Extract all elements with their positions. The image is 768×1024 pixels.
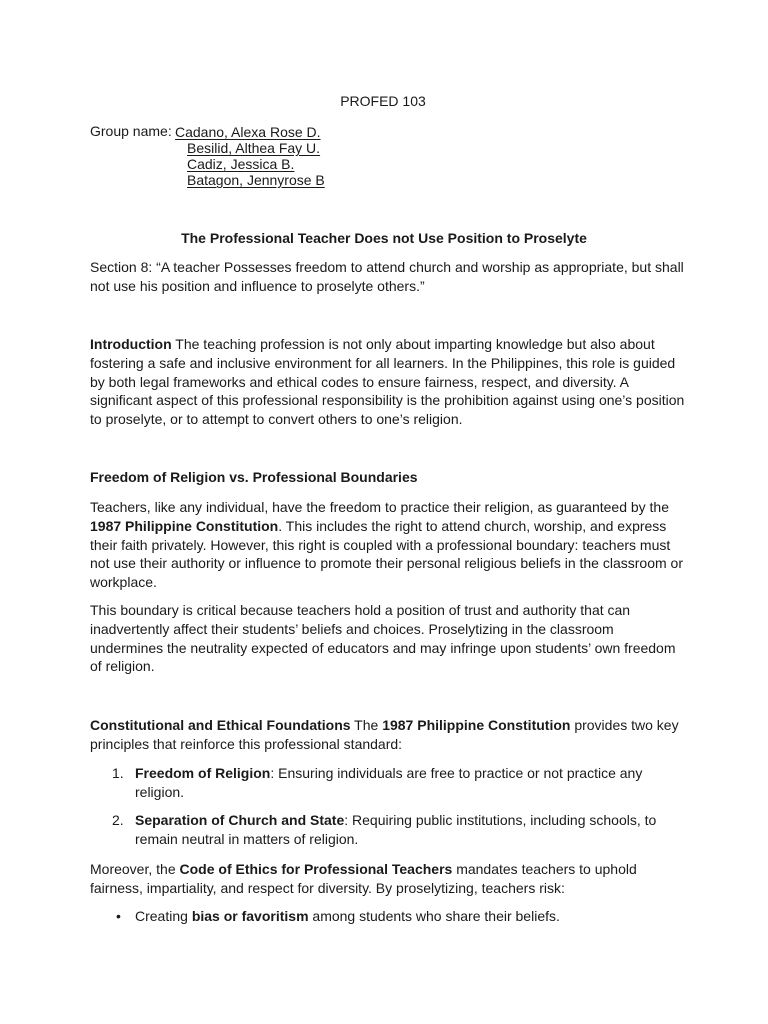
list-number: 2. <box>112 812 124 828</box>
course-code: PROFED 103 <box>340 93 426 109</box>
freedom-paragraph-1: Teachers, like any individual, have the freedom to practice their religion, as guaranteed by the 1987 Philippine Constitution. This includes the right to attend church, worship, and express their faith privately. However, this right is coupled with a professional boundary: teachers must not use their authority or influence to promote their personal religious beliefs in the classroom or workplace. <box>90 499 683 591</box>
group-member: Cadano, Alexa Rose D. <box>175 124 321 140</box>
introduction-paragraph: Introduction The teaching profession is not only about imparting knowledge but also about fostering a safe and inclusive environment for all learners. In the Philippines, this role is guided by both legal frameworks and ethical codes to ensure fairness, respect, and diversity. A significant aspect of this professional responsibility is the prohibition against using one’s position to proselyte, or to attempt to convert others to one’s religion. <box>90 336 685 428</box>
group-member: Cadiz, Jessica B. <box>187 156 295 172</box>
bullet-item: Creating bias or favoritism among students who share their beliefs. <box>135 908 560 924</box>
freedom-paragraph-2: This boundary is critical because teachers hold a position of trust and authority that can inadvertently affect their students’ beliefs and choices. Proselytizing in the classroom undermines the neutrality expected of educators and may infringe upon students’ own freedom of religion. <box>90 602 676 675</box>
constitutional-heading: Constitutional and Ethical Foundations <box>90 717 351 733</box>
introduction-heading: Introduction <box>90 336 172 352</box>
freedom-heading: Freedom of Religion vs. Professional Boundaries <box>90 469 418 485</box>
group-name-label: Group name: <box>90 123 172 139</box>
section-8-quote: Section 8: “A teacher Possesses freedom to attend church and worship as appropriate, but shall not use his position and influence to proselyte others.” <box>90 259 684 294</box>
constitutional-paragraph: Constitutional and Ethical Foundations The 1987 Philippine Constitution provides two key principles that reinforce this professional standard: <box>90 717 679 752</box>
list-item: Separation of Church and State: Requiring public institutions, including schools, to remain neutral in matters of religion. <box>135 812 657 847</box>
group-member: Batagon, Jennyrose B <box>187 172 325 188</box>
list-number: 1. <box>112 765 124 781</box>
bullet-icon: • <box>116 908 121 924</box>
code-of-ethics-paragraph: Moreover, the Code of Ethics for Professional Teachers mandates teachers to uphold fairness, impartiality, and respect for diversity. By proselytizing, teachers risk: <box>90 861 637 896</box>
document-title: The Professional Teacher Does not Use Position to Proselyte <box>181 230 587 246</box>
group-member: Besilid, Althea Fay U. <box>187 140 321 156</box>
list-item: Freedom of Religion: Ensuring individuals are free to practice or not practice any religion. <box>135 765 643 800</box>
